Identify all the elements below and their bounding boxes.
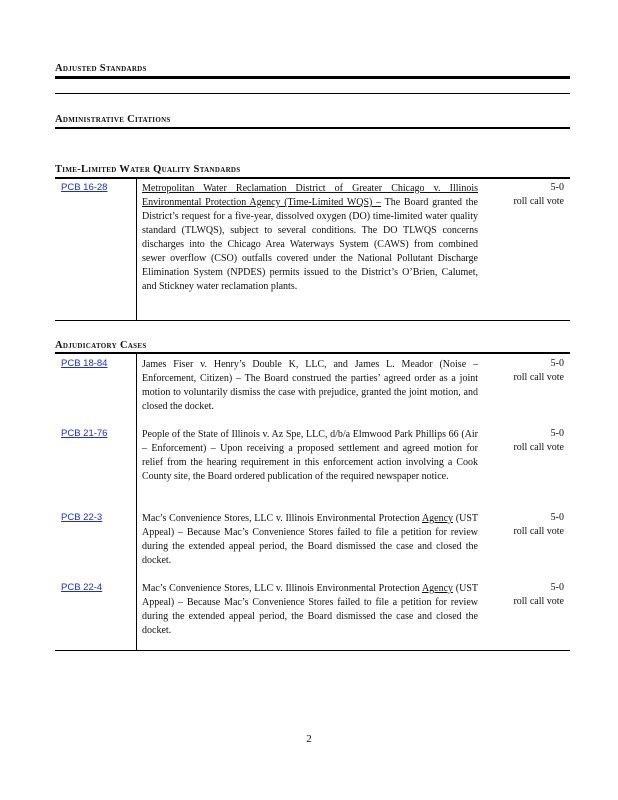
case-summary: The Board construed the parties’ agreed order as a joint motion to voluntarily dismiss the case with prejudice, granted the joint motion, and closed the docket. [142, 373, 478, 412]
docket-link[interactable]: PCB 18-84 [61, 358, 108, 369]
case-description [142, 582, 478, 638]
vote-count: 5-0 [550, 358, 564, 369]
section-heading-administrative-citations: Administrative Citations [55, 114, 171, 125]
docket-link[interactable]: PCB 16-28 [61, 182, 108, 193]
heading-rule [55, 352, 570, 354]
case-description [142, 182, 478, 294]
vote-count: 5-0 [550, 582, 564, 593]
section-heading-adjusted-standards: Adjusted Standards [55, 63, 147, 74]
docket-link[interactable]: PCB 22-4 [61, 582, 103, 593]
case-title: People of the State of Illinois v. Az Spe, LLC, d/b/a Elmwood Park Phillips 66 (Air – Enforcement) – [142, 429, 478, 454]
docket-link[interactable]: PCB 21-76 [61, 428, 108, 439]
page-number: 2 [306, 733, 312, 745]
divider [55, 650, 570, 651]
column-divider [136, 354, 137, 650]
vote-type: roll call vote [513, 372, 564, 383]
case-title: Mac’s Convenience Stores, LLC v. Illinois Environmental Protection [142, 513, 420, 524]
case-title-agency: Agency [421, 513, 454, 524]
vote-count: 5-0 [550, 182, 564, 193]
case-summary: Upon receiving a proposed settlement and agreed motion for relief from the hearing requirement in this enforcement action involving a Cook County site, the Board ordered publication of the required newspaper notice. [142, 443, 479, 482]
vote-type: roll call vote [513, 196, 564, 207]
vote-type: roll call vote [513, 442, 564, 453]
case-description [142, 358, 478, 414]
vote-count: 5-0 [550, 428, 564, 439]
case-title: Mac’s Convenience Stores, LLC v. Illinois Environmental Protection [142, 583, 420, 594]
heading-rule [55, 76, 570, 79]
case-description [142, 512, 478, 568]
divider [55, 93, 570, 94]
vote-count: 5-0 [550, 512, 564, 523]
case-summary: (UST Appeal) – Because Mac’s Convenience Stores failed to file a petition for review during the extended appeal period, the Board dismissed the case and closed the docket. [142, 583, 478, 636]
vote-type: roll call vote [513, 596, 564, 607]
section-heading-adjudicatory-cases: Adjudicatory Cases [55, 340, 147, 351]
case-summary: The Board granted the District’s request for a five-year, dissolved oxygen (DO) time-limited water quality standard (TLWQS), subject to several conditions. The DO TLWQS concerns discharges into the Chicago Area Waterways System (CAWS) from combined sewer overflow (CSO) outfalls covered under the National Pollutant Discharge Elimination System (NPDES) permits issued to the District’s O’Brien, Calumet, and Stickney water reclamation plants. [142, 197, 478, 292]
docket-link[interactable]: PCB 22-3 [61, 512, 103, 523]
case-summary: (UST Appeal) – Because Mac’s Convenience Stores failed to file a petition for review during the extended appeal period, the Board dismissed the case and closed the docket. [142, 513, 478, 566]
case-title: James Fiser v. Henry’s Double K, LLC, and James L. Meador (Noise – Enforcement, Citizen) – [142, 359, 478, 384]
heading-rule [55, 177, 570, 179]
case-description [142, 428, 478, 484]
vote-type: roll call vote [513, 526, 564, 537]
divider [55, 320, 570, 321]
case-title: Metropolitan Water Reclamation District of Greater Chicago v. Illinois Environmental Protection Agency (Time-Limited WQS) – [142, 183, 478, 208]
heading-rule [55, 127, 570, 129]
section-heading-time-limited: Time-Limited Water Quality Standards [55, 164, 241, 175]
column-divider [136, 179, 137, 320]
case-title-agency: Agency [421, 583, 454, 594]
